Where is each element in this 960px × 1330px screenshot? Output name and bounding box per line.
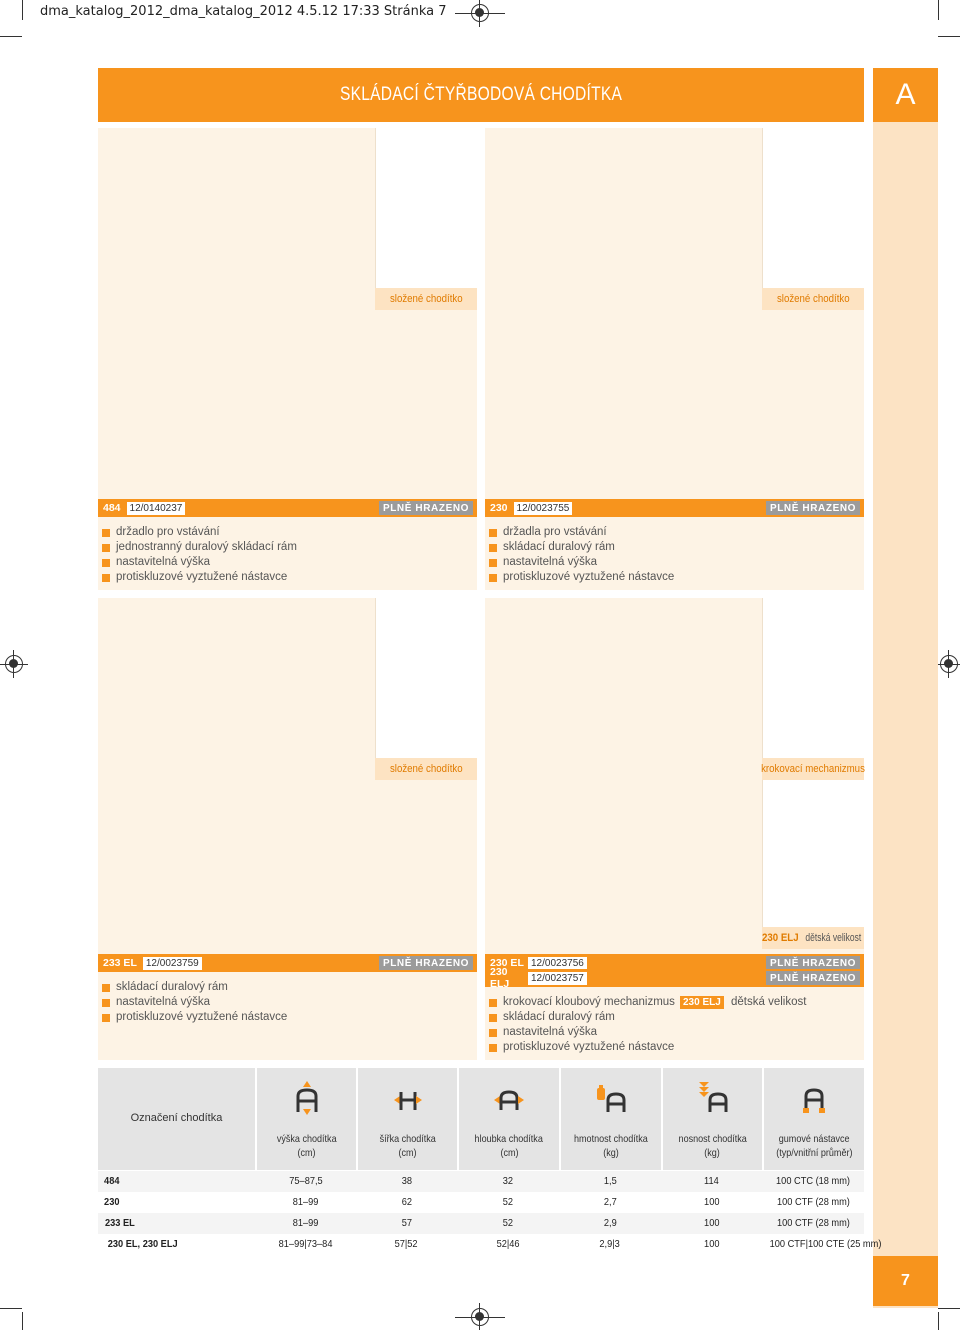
photo-caption: složené chodítko [762,288,864,310]
crop-line [0,664,28,665]
feature-list [102,525,297,585]
weight-icon [596,1080,626,1116]
table-cell: 100 [703,1196,720,1208]
photo-caption: krokovací mechanizmus [762,758,864,780]
feature-list [489,525,674,585]
table-cell: 81–99 [292,1217,319,1229]
paid-badge: PLNĚ HRAZENO [379,956,473,970]
product-code: 12/0023759 [143,957,202,970]
table-cell: 1,5 [603,1175,617,1187]
product-model: 230 [490,502,508,514]
table-cell: 52|46 [496,1238,520,1250]
walker-name-cell: 230 EL, 230 ELJ [107,1238,178,1250]
table-cell: 81–99 [292,1196,319,1208]
paid-badge: PLNĚ HRAZENO [766,956,860,970]
feature-item: protiskluzové vyztužené nástavce [489,570,674,585]
product-photo [762,128,864,288]
page-number: 7 [873,1256,938,1306]
paid-badge: PLNĚ HRAZENO [766,971,860,985]
product-code: 12/0023757 [528,972,587,985]
feature-item: protiskluzové vyztužené nástavce [102,570,297,585]
table-cell: 100 [703,1238,720,1250]
table-header-width: šířka chodítka (cm) [356,1068,457,1170]
crop-line [22,0,23,20]
table-cell: 62 [401,1196,412,1208]
rubber-tips-icon [799,1080,829,1116]
table-row [98,1213,864,1234]
section-letter: A [873,68,938,122]
elj-badge: 230 ELJ [680,996,724,1009]
product-model: 233 EL [103,957,137,969]
table-cell: 75–87,5 [288,1175,323,1187]
feature-list [489,995,675,1055]
product-bar-230elj [485,966,864,990]
table-cell: 32 [502,1175,514,1187]
product-model: 484 [103,502,121,514]
table-cell: 81–99|73–84 [278,1238,333,1250]
table-header-height: výška chodítka (cm) [255,1068,356,1170]
section-side-strip [873,68,938,1308]
table-cell: 2,9 [603,1217,617,1229]
product-bar-233el [98,954,477,972]
table-cell: 38 [401,1175,412,1187]
walker-name-cell: 484 [104,1175,120,1187]
feature-item: nastavitelná výška [489,555,674,570]
kids-size-text: dětská velikost [731,996,807,1008]
crop-line [0,1308,22,1309]
product-bar-484 [98,499,477,517]
table-cell: 57|52 [395,1238,418,1250]
product-photo [375,128,477,288]
crop-line [938,0,939,20]
table-row [98,1234,882,1255]
table-first-header: Označení chodítka [98,1068,255,1170]
load-capacity-icon [698,1080,728,1116]
table-header-tips: gumové nástavce (typ/vnitřní průměr) [762,1068,864,1170]
table-cell: 100 CTF (28 mm) [776,1196,850,1208]
print-header: dma_katalog_2012_dma_katalog_2012 4.5.12 17:33 Stránka 7 [40,4,447,19]
walker-name-cell: 233 EL [105,1217,135,1229]
table-cell: 57 [401,1217,412,1229]
feature-item: krokovací kloubový mechanizmus [489,995,675,1010]
feature-item: držadlo pro vstávání [102,525,297,540]
product-model: 230 ELJ [490,966,510,990]
product-code: 12/0023756 [528,957,587,970]
feature-item: jednostranný duralový skládací rám [102,540,297,555]
table-cell: 52 [502,1217,514,1229]
paid-badge: PLNĚ HRAZENO [379,501,473,515]
feature-item: skládací duralový rám [489,1010,675,1025]
kids-size-note [680,995,806,1010]
product-photo [762,598,864,758]
feature-item: protiskluzové vyztužené nástavce [489,1040,675,1055]
product-code: 12/0023755 [514,502,573,515]
feature-list [102,980,287,1025]
feature-item: skládací duralový rám [489,540,674,555]
feature-item: nastavitelná výška [102,555,297,570]
crop-line [22,1312,23,1330]
product-photo [375,598,477,758]
feature-item: nastavitelná výška [102,995,287,1010]
table-cell: 100 CTF|100 CTE (25 mm) [769,1238,882,1250]
table-row [98,1171,864,1192]
feature-item: držadla pro vstávání [489,525,674,540]
page-title: SKLÁDACÍ ČTYŘBODOVÁ CHODÍTKA [98,68,864,122]
table-cell: 100 CTF (28 mm) [776,1217,850,1229]
paid-badge: PLNĚ HRAZENO [766,501,860,515]
product-bar-230 [485,499,864,517]
table-cell: 100 [703,1217,720,1229]
crop-line [938,1308,960,1309]
crop-line [938,36,960,37]
crop-line [455,1317,505,1318]
walker-name-cell: 230 [104,1196,120,1208]
feature-item: nastavitelná výška [489,1025,675,1040]
crop-line [455,13,505,14]
table-header-weight: hmotnost chodítka (kg) [559,1068,661,1170]
table-cell: 52 [502,1196,514,1208]
width-icon [393,1080,423,1116]
table-cell: 100 CTC (18 mm) [776,1175,850,1187]
product-photo [762,780,864,927]
feature-item: skládací duralový rám [102,980,287,995]
photo-caption: složené chodítko [375,758,477,780]
table-cell: 114 [704,1175,719,1187]
photo-caption: složené chodítko [375,288,477,310]
product-code: 12/0140237 [127,502,186,515]
table-header-load: nosnost chodítka (kg) [661,1068,762,1170]
crop-line [0,36,22,37]
height-icon [292,1080,322,1116]
table-row [98,1192,864,1213]
feature-item: protiskluzové vyztužené nástavce [102,1010,287,1025]
product-model: 230 EL [490,957,524,969]
depth-icon [494,1080,524,1116]
table-cell: 2,9|3 [599,1238,621,1250]
kids-size-caption: 230 ELJ dětská velikost [762,927,864,949]
table-cell: 2,7 [603,1196,617,1208]
table-header-depth: hloubka chodítka (cm) [457,1068,559,1170]
crop-line [938,1312,939,1330]
